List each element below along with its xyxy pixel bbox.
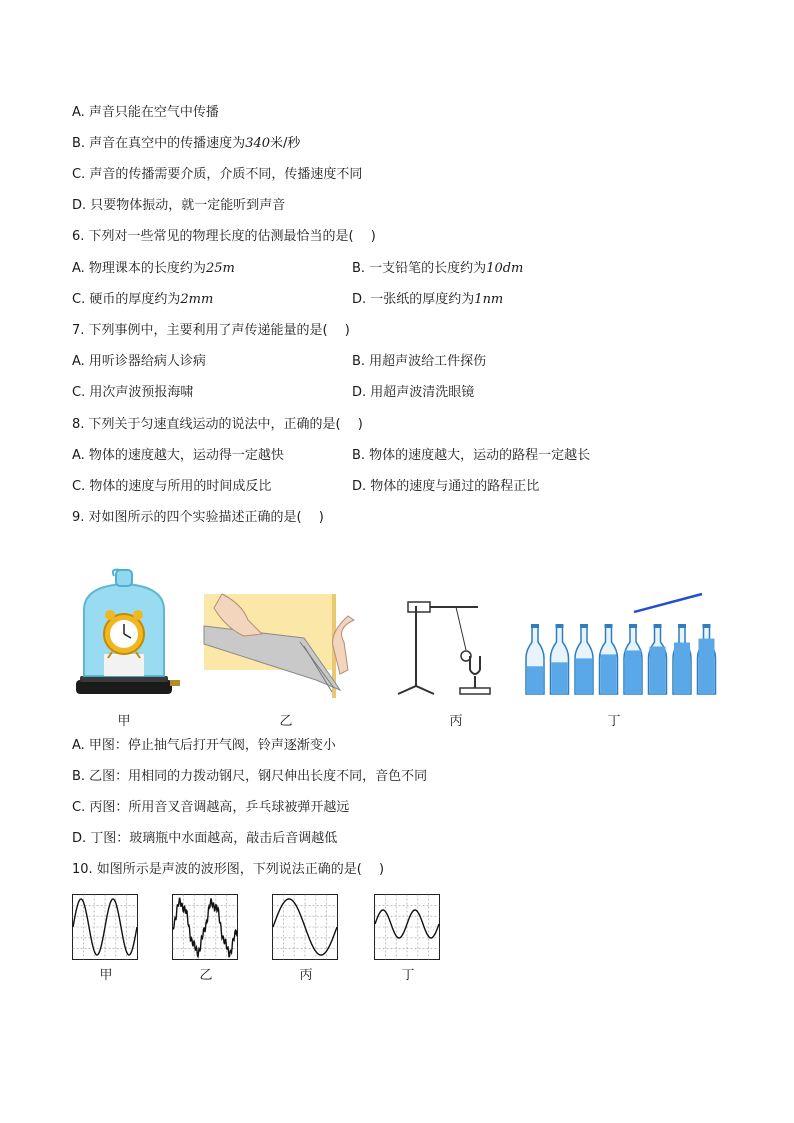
figure-caption-jia: 甲 [117, 714, 131, 729]
bell-jar-figure [74, 568, 184, 700]
q7-stem: 7. 下列事例中，主要利用了声传递能量的是( ) [72, 323, 350, 338]
wave-caption-ding: 丁 [401, 968, 415, 983]
q6-option-c: C. 硬币的厚度约为2mm [72, 292, 214, 307]
figure-caption-yi: 乙 [279, 714, 293, 729]
glass-bottle [600, 624, 618, 694]
q8-stem: 8. 下列关于匀速直线运动的说法中，正确的是( ) [72, 417, 363, 432]
figure-caption-ding: 丁 [607, 714, 621, 729]
q8-option-a: A. 物体的速度越大，运动得一定越快 [72, 448, 284, 463]
q8-option-b: B. 物体的速度越大，运动的路程一定越长 [352, 448, 591, 463]
q9-option-a: A. 甲图：停止抽气后打开气阀，铃声逐渐变小 [72, 738, 336, 753]
glass-bottles-figure [522, 590, 722, 700]
q5-option-a: A. 声音只能在空气中传播 [72, 105, 219, 120]
q7-option-d: D. 用超声波清洗眼镜 [352, 385, 475, 400]
glass-bottle [551, 624, 569, 694]
q7-option-c: C. 用次声波预报海啸 [72, 385, 194, 400]
q7-option-a: A. 用听诊器给病人诊病 [72, 354, 206, 369]
q9-option-b: B. 乙图：用相同的力拨动钢尺，钢尺伸出长度不同，音色不同 [72, 769, 428, 784]
q7-option-b: B. 用超声波给工件探伤 [352, 354, 487, 369]
q5-option-b: B. 声音在真空中的传播速度为340米/秒 [72, 136, 301, 151]
glass-bottle [575, 624, 593, 694]
waveform-ding [374, 894, 440, 960]
waveform-yi [172, 894, 238, 960]
glass-bottle [649, 624, 667, 694]
q9-option-d: D. 丁图：玻璃瓶中水面越高，敲击后音调越低 [72, 831, 338, 846]
q6-option-b: B. 一支铅笔的长度约为10dm [352, 261, 524, 276]
steel-ruler-figure [204, 594, 364, 698]
figure-caption-bing: 丙 [449, 714, 463, 729]
waveform-jia [72, 894, 138, 960]
glass-bottle [624, 624, 642, 694]
glass-bottle [673, 624, 691, 694]
q5-option-c: C. 声音的传播需要介质，介质不同，传播速度不同 [72, 167, 363, 182]
striking-stick [634, 594, 702, 612]
q9-option-c: C. 丙图：所用音叉音调越高，乒乓球被弹开越远 [72, 800, 350, 815]
wave-caption-bing: 丙 [299, 968, 313, 983]
q5-option-d: D. 只要物体振动，就一定能听到声音 [72, 198, 286, 213]
wave-caption-yi: 乙 [199, 968, 213, 983]
q6-option-a: A. 物理课本的长度约为25m [72, 261, 235, 276]
q10-stem: 10. 如图所示是声波的波形图，下列说法正确的是( ) [72, 862, 385, 877]
glass-bottle [526, 624, 544, 694]
q9-stem: 9. 对如图所示的四个实验描述正确的是( ) [72, 510, 324, 525]
glass-bottle [698, 624, 716, 694]
q8-option-d: D. 物体的速度与通过的路程正比 [352, 479, 540, 494]
q8-option-c: C. 物体的速度与所用的时间成反比 [72, 479, 272, 494]
q6-option-d: D. 一张纸的厚度约为1nm [352, 292, 504, 307]
wave-caption-jia: 甲 [99, 968, 113, 983]
waveform-bing [272, 894, 338, 960]
tuning-fork-figure [394, 598, 494, 700]
q6-stem: 6. 下列对一些常见的物理长度的估测最恰当的是( ) [72, 229, 376, 244]
